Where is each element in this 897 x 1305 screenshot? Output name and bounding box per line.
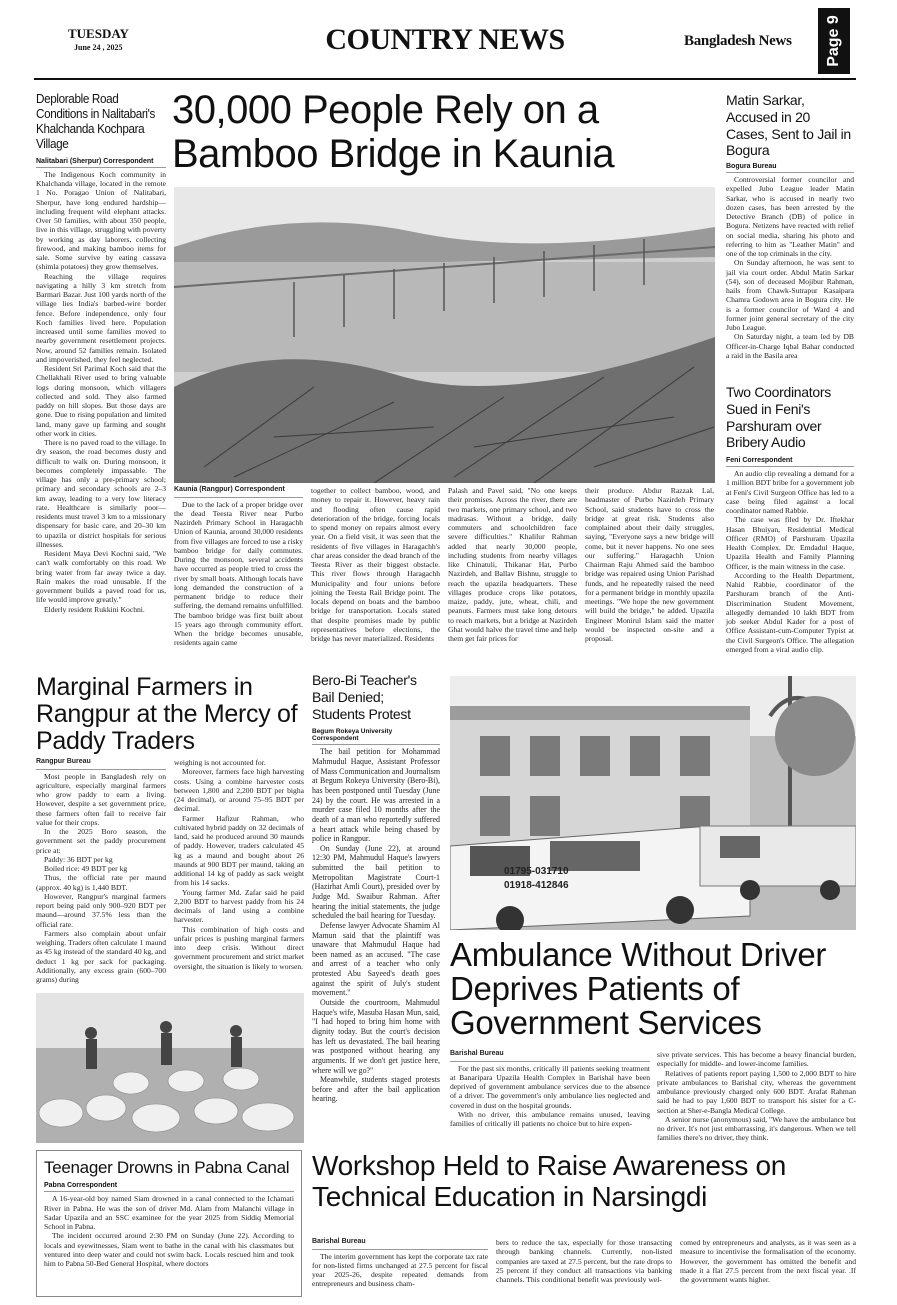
paddy-column-1 <box>36 758 166 984</box>
paragraph: Defense lawyer Advocate Shamim Al Mamun said that the plaintiff was unaware that Mahmudul Haque had been named as an accused. "The case and arrest of a teacher who only protested Abu Sayeed's death goes against the spirit of July's student movement." <box>312 920 440 998</box>
ambulance-phone-1: 01795-031710 <box>504 866 569 877</box>
paragraph: Outside the courtroom, Mahmudul Haque's wife, Masuba Hasan Mun, said, "I had hoped to bring him home with dignity today. But the court's decision has left us devastated. The bail hearing was postponed without hearing any arguments. If we don't get justice here, where will we go?" <box>312 998 440 1075</box>
paragraph: sive private services. This has become a heavy financial burden, especially for middle- and lower-income families. <box>657 1050 856 1069</box>
paragraph: This combination of high costs and unfair prices is pushing marginal farmers into deep crisis. Without direct government procurement and strict market oversight, the situation is likely to worsen. <box>174 924 304 971</box>
workshop-column-1 <box>312 1238 488 1289</box>
story-byline: Bogura Bureau <box>726 163 854 173</box>
paragraph: For the past six months, critically ill patients seeking treatment at Banaripara Upazila Health Complex in Barishal have been deprived of government ambulance services due to the absence of a driver. The government's only ambulance lies neglected and covered in dust on the hospital grounds. <box>450 1063 650 1110</box>
story-pabna <box>36 1150 302 1297</box>
story-body <box>44 1194 294 1268</box>
ambulance-column-1 <box>450 1050 650 1128</box>
paragraph: An audio clip revealing a demand for a 1 million BDT bribe for a government job at Feni's Civil Surgeon Office has led to a case being filed against a local coordinator named Rabbie. <box>726 469 854 516</box>
paragraph: On Saturday night, a team led by DB Officer-in-Charge Iqbal Bahar conducted a raid in the Basila area <box>726 332 854 360</box>
story-byline: Barishal Bureau <box>450 1050 650 1062</box>
paragraph: weighing is not accounted for. <box>174 758 266 767</box>
story-byline: Nalitabari (Sherpur) Correspondent <box>36 158 166 168</box>
lead-column-3 <box>448 486 577 643</box>
lead-column-4 <box>585 486 714 643</box>
paragraph: Resident Sri Parimal Koch said that the Chellakhali River used to bring valuable logs during monsoon, which villagers collected and sold. They also farmed paddy on hill slopes. But those days are gone. Due to rising population and limited land, many gave up farming and sought other work in cities. <box>36 364 166 438</box>
lead-headline: 30,000 People Rely on a Bamboo Bridge in Kaunia <box>172 88 615 176</box>
paragraph: On Sunday afternoon, he was sent to jail via court order. Abdul Matin Sarkar (54), son of deceased Mojibur Rahman, hails from Chawk-Sutrapur Kasaipara Chamra Godown area in Bogura city. He is a former councilor of Ward 4 and former joint general secretary of the city Jubo League. <box>726 258 854 333</box>
paragraph: Palash and Pavel said, "No one keeps their promises. Across the river, there are two markets, one primary school, and two madrasas. Without a bridge, daily commuters and schoolchildren face severe difficulties." Khalilur Rahman added that nearly 30,000 people, including students from nearby villages like Chinatuli, Thikanar Hat, Purbo Nazirdeh, and Ballav Bishnu, struggle to reach the upazila headquarters. These villages produce crops like potatoes, maize, paddy, jute, wheat, chili, and peanuts. Farmers must take long detours to reach markets, but a bridge at Nazirdeh Ghat would halve the travel time and help them get fair prices for <box>448 486 577 643</box>
page-number: Page 9 <box>825 15 842 67</box>
story-feni <box>726 384 854 654</box>
paragraph: Farmer Hafizur Rahman, who cultivated hybrid paddy on 32 decimals of land, said he produced around 30 maunds of paddy. However, traders calculated 45 kg as a maund and bought about 26 maunds at 900 BDT per maund, taking an additional 14 kg of paddy as sack weight from his 14 sacks. <box>174 813 304 888</box>
story-headline: Teenager Drowns in Pabna Canal <box>44 1158 290 1177</box>
story-khalchanda <box>36 92 166 614</box>
paragraph: Relatives of patients report paying 1,500 to 2,000 BDT to hire private ambulances to Barishal city, whereas the government ambulance previously charged only 600 BDT. Arafat Rahman said he had to pay 1,600 BDT to transport his sister for a C-section at Sher-e-Bangla Medical College. <box>657 1068 856 1115</box>
paragraph: However, Rangpur's marginal farmers report being paid only 900–920 BDT per maund—around 37.5% less than the official rate. <box>36 891 166 929</box>
ambulance-headline: Ambulance Without Driver Deprives Patients of Government Services <box>450 936 827 1041</box>
masthead-day: TUESDAY <box>68 26 129 41</box>
paragraph: comed by entrepreneurs and analysts, as it was seen as a measure to incentivise the formalisation of the economy. However, the government has omitted the benefit and made it a flat 27.5 percent from the next fiscal year. .If the government wants higher. <box>680 1238 856 1284</box>
workshop-headline: Workshop Held to Raise Awareness on Technical Education in Narsingdi <box>312 1150 787 1213</box>
story-headline: Matin Sarkar, Accused in 20 Cases, Sent to Jail in Bogura <box>726 92 851 159</box>
paragraph: Moreover, farmers face high harvesting costs. Using a combine harvester costs between 1,800 and 2,200 BDT per bigha (24 decimal), or around 75–95 BDT per decimal. <box>174 767 304 814</box>
story-byline: Feni Correspondent <box>726 457 854 467</box>
ambulance-column-2 <box>657 1050 856 1143</box>
workshop-column-2 <box>496 1238 672 1284</box>
paragraph: their produce. Abdur Razzak Lal, headmaster of Purbo Nazirdeh Primary School, said students have to cross the bridge at great risk. Students also complained about their daily struggles, saying, "Everyone says a new bridge will come, but it never happens. No one sees our suffering." Haragachh Union Chairman Raju Ahmed said the bamboo bridge was repaired using Union Parishad funds, and he repeatedly raised the need for a permanent bridge in monthly upazila meetings. "We hope the new government will build the bridge," he added. Upazila Engineer Monirul Islam said the matter would be inspected on-site and a proposal. <box>585 486 714 643</box>
paragraph: Farmers also complain about unfair weighing. Traders often calculate 1 maund as 45 kg instead of the standard 40 kg, and deduct 1 kg per sack for packaging. Additionally, any excess grain (600–700 grams) during <box>36 928 166 985</box>
story-byline: Kaunia (Rangpur) Correspondent <box>174 486 303 498</box>
workshop-column-3 <box>680 1238 856 1284</box>
paragraph: Meanwhile, students staged protests before and after the bail application hearing. <box>312 1075 440 1104</box>
paragraph: The Indigenous Koch community in Khalchanda village, located in the remote 1 No. Poragao Union of Nalitabari, Sherpur, have long endured hardship—including frequent wild elephant attacks. Over 50 families, with about 350 people, live in this village, struggling with poverty by working as day laborers, collecting firewood, and making bamboo items for sale. Some survive by eating cassava (shimla potatoes) they grow themselves. <box>36 169 166 272</box>
paragraph: The interim government has kept the corporate tax rate for non-listed firms unchanged at 27.5 percent for fiscal year 2025-26, despite repeated demands from entrepreneurs and business cham- <box>312 1251 488 1289</box>
paragraph: Boiled rice: 49 BDT per kg <box>44 864 128 874</box>
story-berobi <box>312 672 440 1104</box>
paragraph: A senior nurse (anonymous) said, "We have the ambulance but no driver. It's not just embarrassing, it's dangerous. When we tell families there's no driver, they think. <box>657 1114 856 1143</box>
section-title: COUNTRY NEWS <box>325 23 565 56</box>
brand-name: Bangladesh News <box>684 33 792 49</box>
story-headline: Deplorable Road Conditions in Nalitabari's Khalchanda Kochpara Village <box>36 91 156 151</box>
paragraph: On Sunday (June 22), at around 12:30 PM, Mahmudul Haque's lawyers submitted the bail petition to Metropolitan Magistrate Court-1 (Hazirhat Amli Court), presided over by Judge Md. Swaibur Rahman. After hearing the initial statements, the judge scheduled the bail hearing for Tuesday. <box>312 843 440 921</box>
lead-column-1 <box>174 486 303 648</box>
masthead-date: June 24 , 2025 <box>74 43 123 52</box>
paragraph: The incident occurred around 2:30 PM on Sunday (June 22). According to locals and eyewitnesses, Siam went to bathe in the canal with his classmates but ventured into deep water and could not swim back. Locals rescued him and took him to Pabna 50-Bed General Hospital, where doctors <box>44 1231 294 1269</box>
paragraph: Elderly resident Rukkini Kochni. <box>44 604 145 614</box>
story-headline: Two Coordinators Sued in Feni's Parshuram over Bribery Audio <box>726 384 831 451</box>
paragraph: There is no paved road to the village. In dry season, the road becomes dusty and difficult to walk on. During monsoon, it becomes completely impassable. The village has only a pre-primary school; primary and secondary schools are 2–3 km away, leading to a very low literacy rate. Healthcare is similarly poor—residents must travel 3 km to a missionary dispensary for basic care, and 20–30 km to upazila or district hospitals for serious illnesses. <box>36 438 166 549</box>
paragraph: The case was filed by Dr. Iftekhar Hasan Bhuiyan, Residential Medical Officer (RMO) of Parshuram Upazila Health Complex. Dr. Emdadul Haque, Upazila Health and Family Planning Officer, is the main witness in the case. <box>726 515 854 571</box>
masthead <box>0 0 897 72</box>
ambulance-phone-2: 01918-412846 <box>504 880 569 891</box>
story-byline: Begum Rokeya University Correspondent <box>312 728 440 745</box>
story-body <box>726 469 854 654</box>
paddy-headline: Marginal Farmers in Rangpur at the Mercy of Paddy Traders <box>36 673 298 755</box>
paragraph: Resident Maya Devi Kochni said, "We can't walk comfortably on this road. We bring water from far away twice a day. Rain makes the road unusable. If the government builds a paved road for us, life would improve greatly." <box>36 549 166 605</box>
bamboo-bridge-photo <box>174 187 715 483</box>
paddy-column-2 <box>174 758 304 971</box>
story-byline: Rangpur Bureau <box>36 758 166 770</box>
paragraph: Due to the lack of a proper bridge over the dead Teesta River near Purbo Nazirdeh Primary School in Haragachh Union of Kaunia, around 30,000 residents from five villages are forced to use a risky bamboo bridge for daily commutes. During the monsoon, several accidents have occurred as people tried to cross the river by small boats. Although locals have long demanded the construction of a permanent bridge to reduce their suffering, the demand remains unfulfilled. The bamboo bridge was first built about 15 years ago through community effort. When the bridge becomes unusable, residents again came <box>174 499 303 648</box>
page-number-tab <box>818 8 850 74</box>
story-matin <box>726 92 854 360</box>
paragraph: According to the Health Department, Nahid Rabbie, coordinator of the Parshuram branch of the Anti-Discrimination Student Movement, allegedly demanded 10 lakh BDT from job seeker Abdul Kader for a post of Office Assistant-cum-Computer Typist at the Civil Surgeon's Office. The allegation emerged from a viral audio clip. <box>726 570 854 654</box>
paddy-traders-photo <box>36 993 304 1143</box>
story-headline: Bero-Bi Teacher's Bail Denied; Students Protest <box>312 672 417 722</box>
paragraph: Controversial former councilor and expelled Jubo League leader Matin Sarkar, who is accused in nearly two dozen cases, has been arrested by the Detective Branch (DB) of police in Bogura. Netizens have reacted with relief on social media, sharing his photo and referring to him as "Leather Matin" and one of the top criminals in the city. <box>726 175 854 259</box>
paragraph: Thus, the official rate per maund (approx. 40 kg) is 1,440 BDT. <box>36 873 166 892</box>
paragraph: A 16-year-old boy named Siam drowned in a canal connected to the Ichamati River in Pabna. He was the son of driver Md. Alam from Malanchi village in Sadar Upazila and an SSC examinee for the year 2025 from Siddiq Memorial School in Pabna. <box>44 1194 294 1232</box>
lead-column-2 <box>311 486 440 643</box>
paragraph: Young farmer Md. Zafar said he paid 2,200 BDT to harvest paddy from his 24 decimals of land using a combine harvester. <box>174 887 304 925</box>
paragraph: bers to reduce the tax, especially for those transacting through banking channels. Currently, non-listed companies are taxed at 27.5 percent, but the rate drops to 25 percent if they conduct all transactions via banking channels. This conditional benefit was previously wel- <box>496 1238 672 1284</box>
paragraph: In the 2025 Boro season, the government set the paddy procurement price at: <box>36 827 166 855</box>
story-byline: Pabna Correspondent <box>44 1182 294 1192</box>
paragraph: together to collect bamboo, wood, and money to repair it. However, heavy rain and flooding often cause rapid deterioration of the bridge, forcing locals to spend money on repairs almost every year. On a field visit, it was seen that the residents of five villages in Haragachh's char areas consider the dead branch of the Teesta River as their biggest obstacle. This river flows through Haragachh Municipality and four unions before joining the Teesta Rail Bridge point. The locals depend on boats and the bamboo bridge for transportation. Locals stated that despite promises made by public representatives before elections, the bridge has never materialized. Residents <box>311 486 440 643</box>
masthead-rule <box>34 78 856 80</box>
paragraph: Most people in Bangladesh rely on agriculture, especially marginal farmers who grow paddy to earn a living. However, despite a set government price, these farmers often fail to receive fair value for their crops. <box>36 771 166 827</box>
paragraph: Reaching the village requires navigating a hilly 3 km stretch from Barmari Bazar. Just 100 yards north of the village lies India's barbed-wire border fence. Before independence, only four Koch families lived here. Population increased until some families moved to nearby government resettlement projects. Now, around 52 families remain. Isolated and impoverished, they feel neglected. <box>36 271 166 364</box>
paragraph: With no driver, this ambulance remains unused, leaving families of critically ill patients no choice but to hire expen- <box>450 1109 650 1129</box>
story-byline: Barishal Bureau <box>312 1238 488 1250</box>
paragraph: The bail petition for Mohammad Mahmudul Haque, Assistant Professor of Mass Communication and Journalism at Begum Rokeya University (Bero-Bi), has been postponed until Tuesday (June 24) by the court. He was arrested in a murder case filed 10 months after the death of a man who reportedly suffered a heart attack while being chased by police in Rangpur. <box>312 747 440 844</box>
story-body <box>726 175 854 360</box>
story-body <box>312 747 440 1104</box>
paragraph: Paddy: 36 BDT per kg <box>44 854 113 864</box>
ambulance-photo <box>450 676 856 930</box>
story-body <box>36 170 166 614</box>
